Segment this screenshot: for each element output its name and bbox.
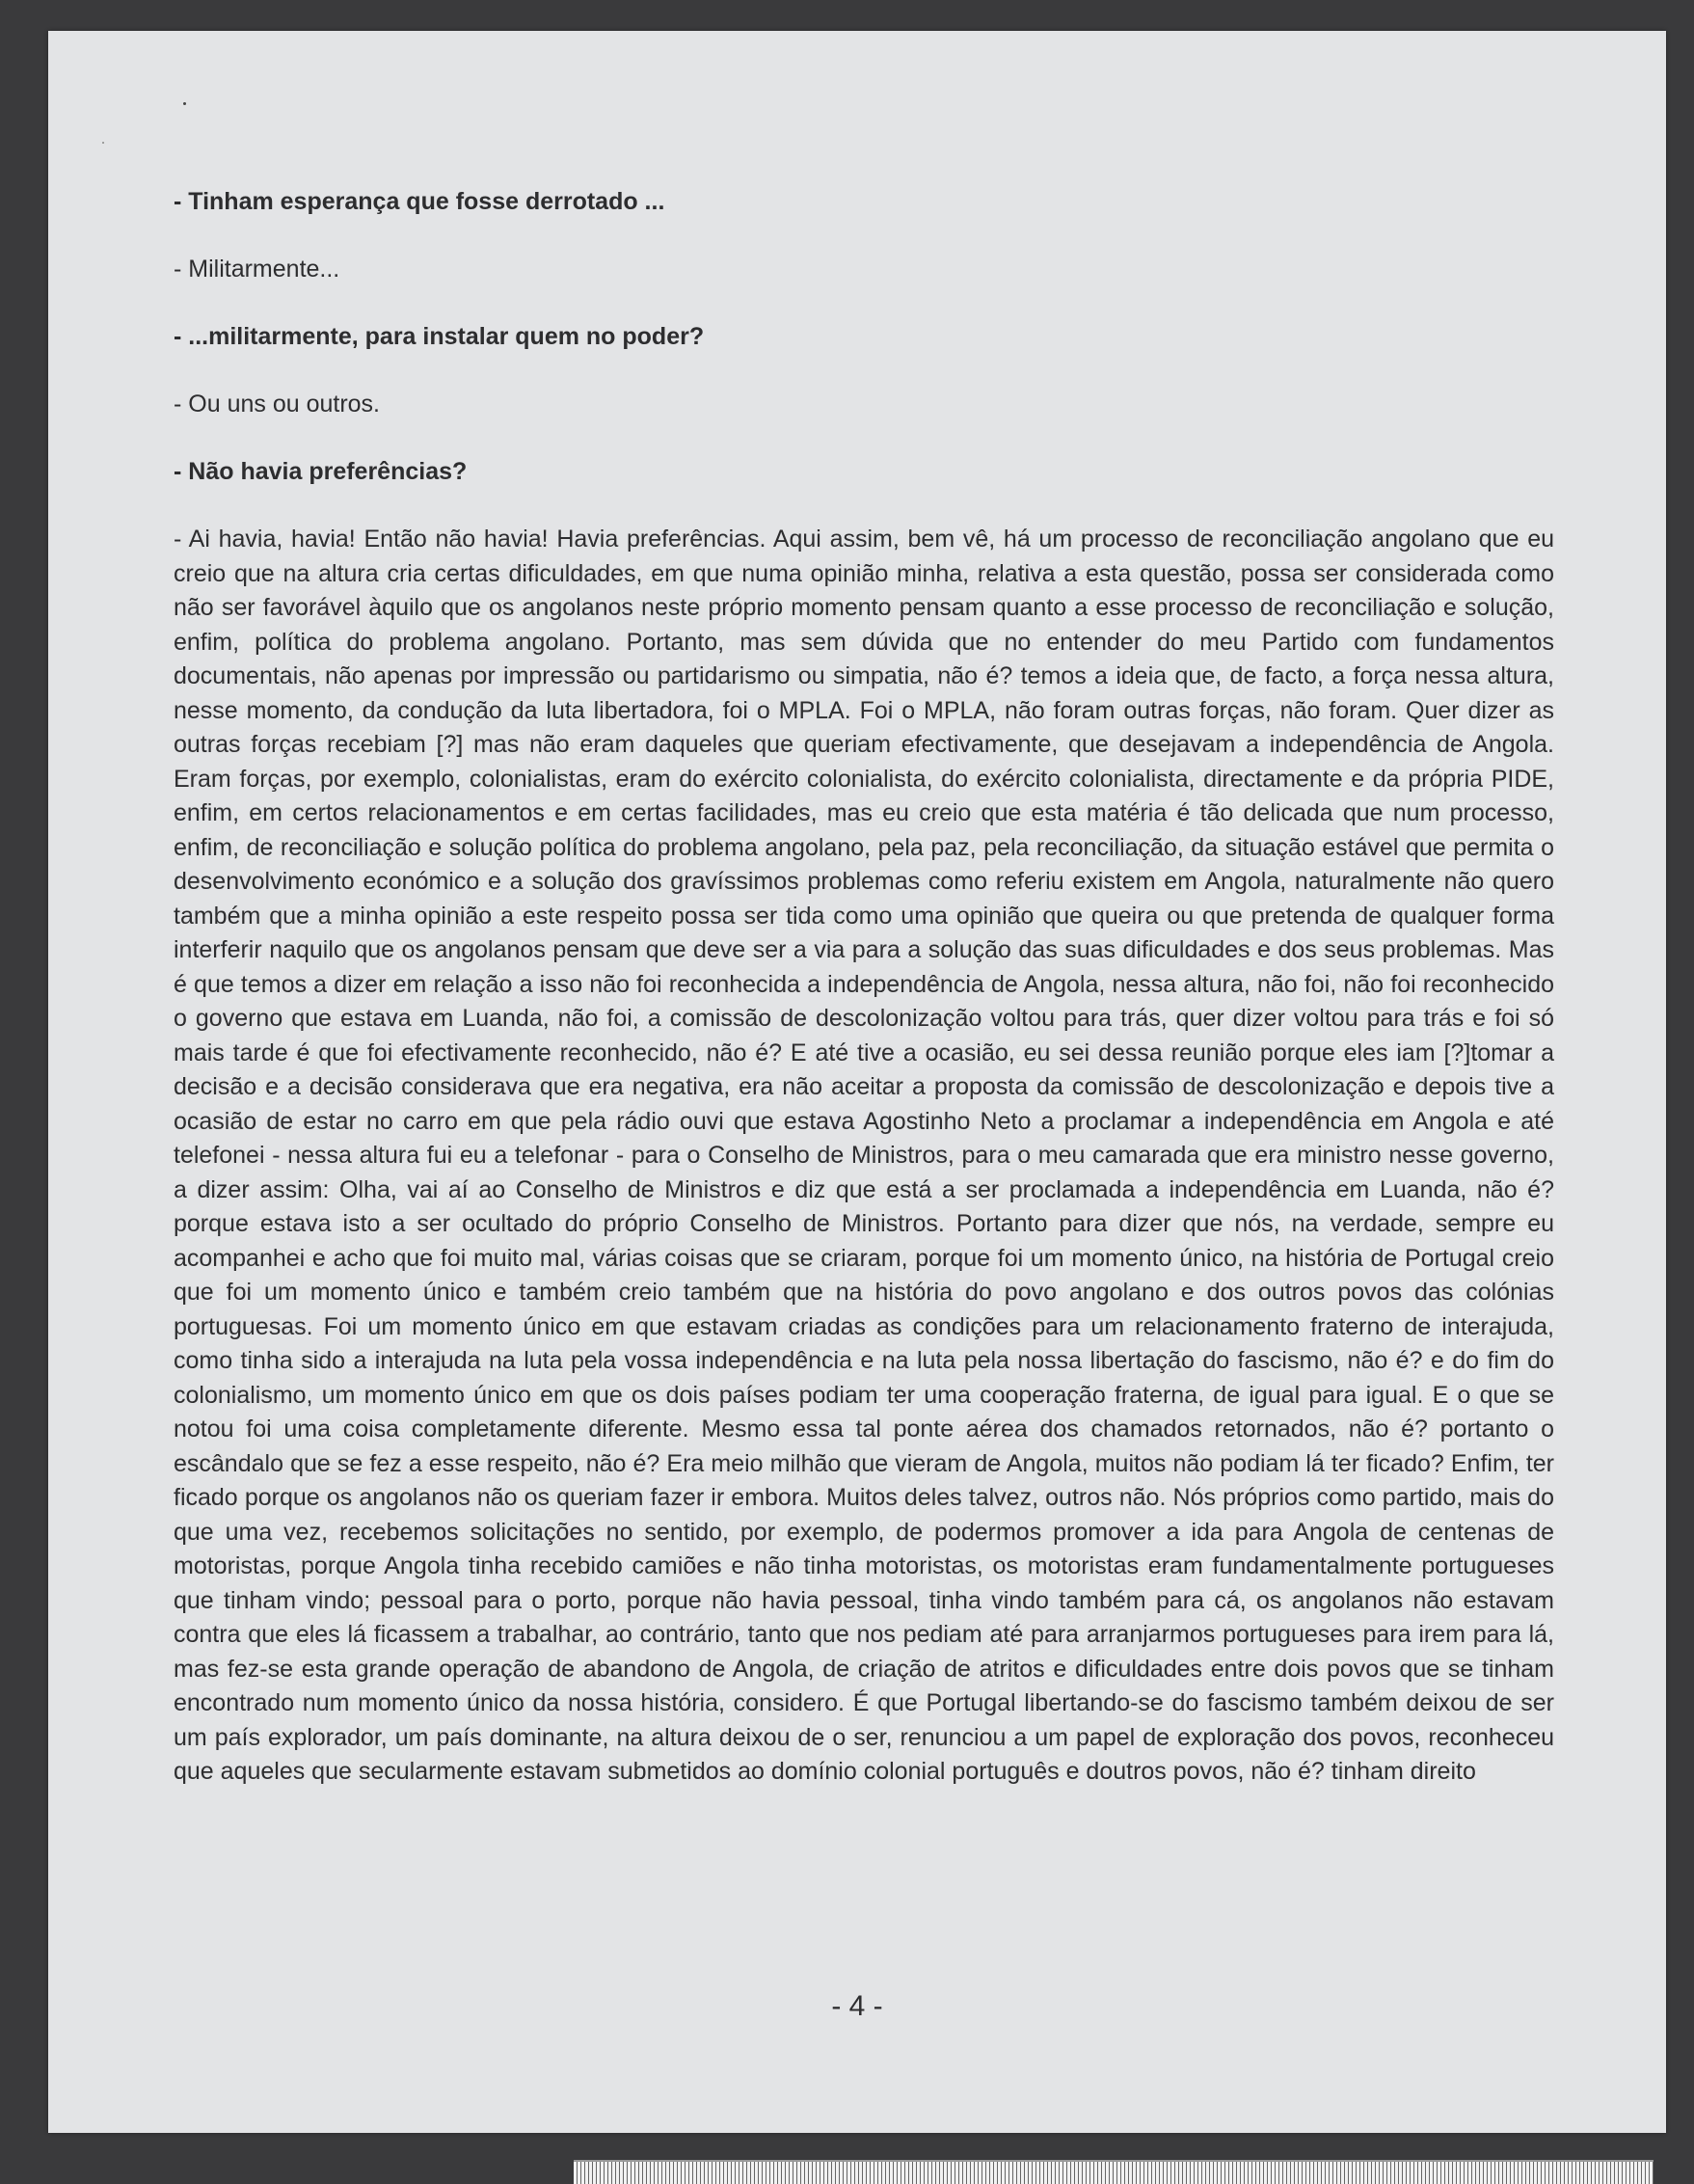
speck-mark xyxy=(102,142,104,144)
interviewer-question: - Não havia preferências? xyxy=(174,458,468,485)
interviewer-question: - Tinham esperança que fosse derrotado ... xyxy=(174,188,665,215)
speck-mark xyxy=(183,102,186,105)
page-number: - 4 - xyxy=(831,1990,883,2022)
document-page xyxy=(48,31,1666,2133)
document-body xyxy=(174,185,1554,1790)
scale-ruler xyxy=(574,2160,1654,2184)
interviewee-reply: - Ou uns ou outros. xyxy=(174,391,381,418)
interviewee-reply: - Militarmente... xyxy=(174,256,340,283)
interviewer-question: - ...militarmente, para instalar quem no poder? xyxy=(174,323,705,350)
interviewee-long-answer: - Ai havia, havia! Então não havia! Havia preferências. Aqui assim, bem vê, há um processo de reconciliação angolano que eu creio que na altura cria certas dificuldades, em que numa opinião minha, relativa a esta questão, possa ser considerada como não ser favorável àquilo que os angolanos neste próprio momento pensam quanto a esse processo de reconciliação e solução, enfim, política do problema angolano. Portanto, mas sem dúvida que no entender do meu Partido com fundamentos documentais, não apenas por impressão ou partidarismo ou simpatia, não é? temos a ideia que, de facto, a força nessa altura, nesse momento, da condução da luta libertadora, foi o MPLA. Foi o MPLA, não foram outras forças, não foram. Quer dizer as outras forças recebiam [?] mas não eram daqueles que queriam efectivamente, que desejavam a independência de Angola. Eram forças, por exemplo, colonialistas, eram do exército colonialista, do exército colonialista, directamente e da própria PIDE, enfim, em certos relacionamentos e em certas facilidades, mas eu creio que esta matéria é tão delicada que num processo, enfim, de reconciliação e solução política do problema angolano, pela paz, pela reconciliação, da situação estável que permita o desenvolvimento económico e a solução dos gravíssimos problemas como referiu existem em Angola, naturalmente não quero também que a minha opinião a este respeito possa ser tida como uma opinião que queira ou que pretenda de qualquer forma interferir naquilo que os angolanos pensam que deve ser a via para a solução das suas dificuldades e dos seus problemas. Mas é que temos a dizer em relação a isso não foi reconhecida a independência de Angola, nessa altura, não foi, não foi reconhecido o governo que estava em Luanda, não foi, a comissão de descolonização voltou para trás, quer dizer voltou para trás e foi só mais tarde é que foi efectivamente reconhecido, não é? E até tive a ocasião, eu sei dessa reunião porque eles iam [?]tomar a decisão e a decisão considerava que era negativa, era não aceitar a proposta da comissão de descolonização e depois tive a ocasião de estar no carro em que pela rádio ouvi que estava Agostinho Neto a proclamar a independência em Angola e até telefonei - nessa altura fui eu a telefonar - para o Conselho de Ministros, para o meu camarada que era ministro nesse governo, a dizer assim: Olha, vai aí ao Conselho de Ministros e diz que está a ser proclamada a independência em Luanda, não é? porque estava isto a ser ocultado do próprio Conselho de Ministros. Portanto para dizer que nós, na verdade, sempre eu acompanhei e acho que foi muito mal, várias coisas que se criaram, porque foi um momento único, na história de Portugal creio que foi um momento único e também creio também que na história do povo angolano e dos outros povos das colónias portuguesas. Foi um momento único em que estavam criadas as condições para um relacionamento fraterno de interajuda, como tinha sido a interajuda na luta pela vossa independência e na luta pela nossa libertação do fascismo, não é? e do fim do colonialismo, um momento único em que os dois países podiam ter uma cooperação fraterna, de igual para igual. E o que se notou foi uma coisa completamente diferente. Mesmo essa tal ponte aérea dos chamados retornados, não é? portanto o escândalo que se fez a esse respeito, não é? Era meio milhão que vieram de Angola, muitos não podiam lá ter ficado? Enfim, ter ficado porque os angolanos não os queriam fazer ir embora. Muitos deles talvez, outros não. Nós próprios como partido, mais do que uma vez, recebemos solicitações no sentido, por exemplo, de podermos promover a ida para Angola de centenas de motoristas, porque Angola tinha recebido camiões e não tinha motoristas, os motoristas eram fundamentalmente portugueses que tinham vindo; pessoal para o porto, porque não havia pessoal, tinha vindo também para cá, os angolanos não estavam contra que eles lá ficassem a trabalhar, ao contrário, tanto que nos pediam até para arranjarmos portugueses para irem para lá, mas fez-se esta grande operação de abandono de Angola, de criação de atritos e dificuldades entre dois povos que se tinham encontrado num momento único da nossa história, considero. É que Portugal libertando-se do fascismo também deixou de ser um país explorador, um país dominante, na altura deixou de o ser, renunciou a um papel de exploração dos povos, reconheceu que aqueles que secularmente estavam submetidos ao domínio colonial português e doutros povos, não é? tinham direito xyxy=(174,526,1554,1785)
